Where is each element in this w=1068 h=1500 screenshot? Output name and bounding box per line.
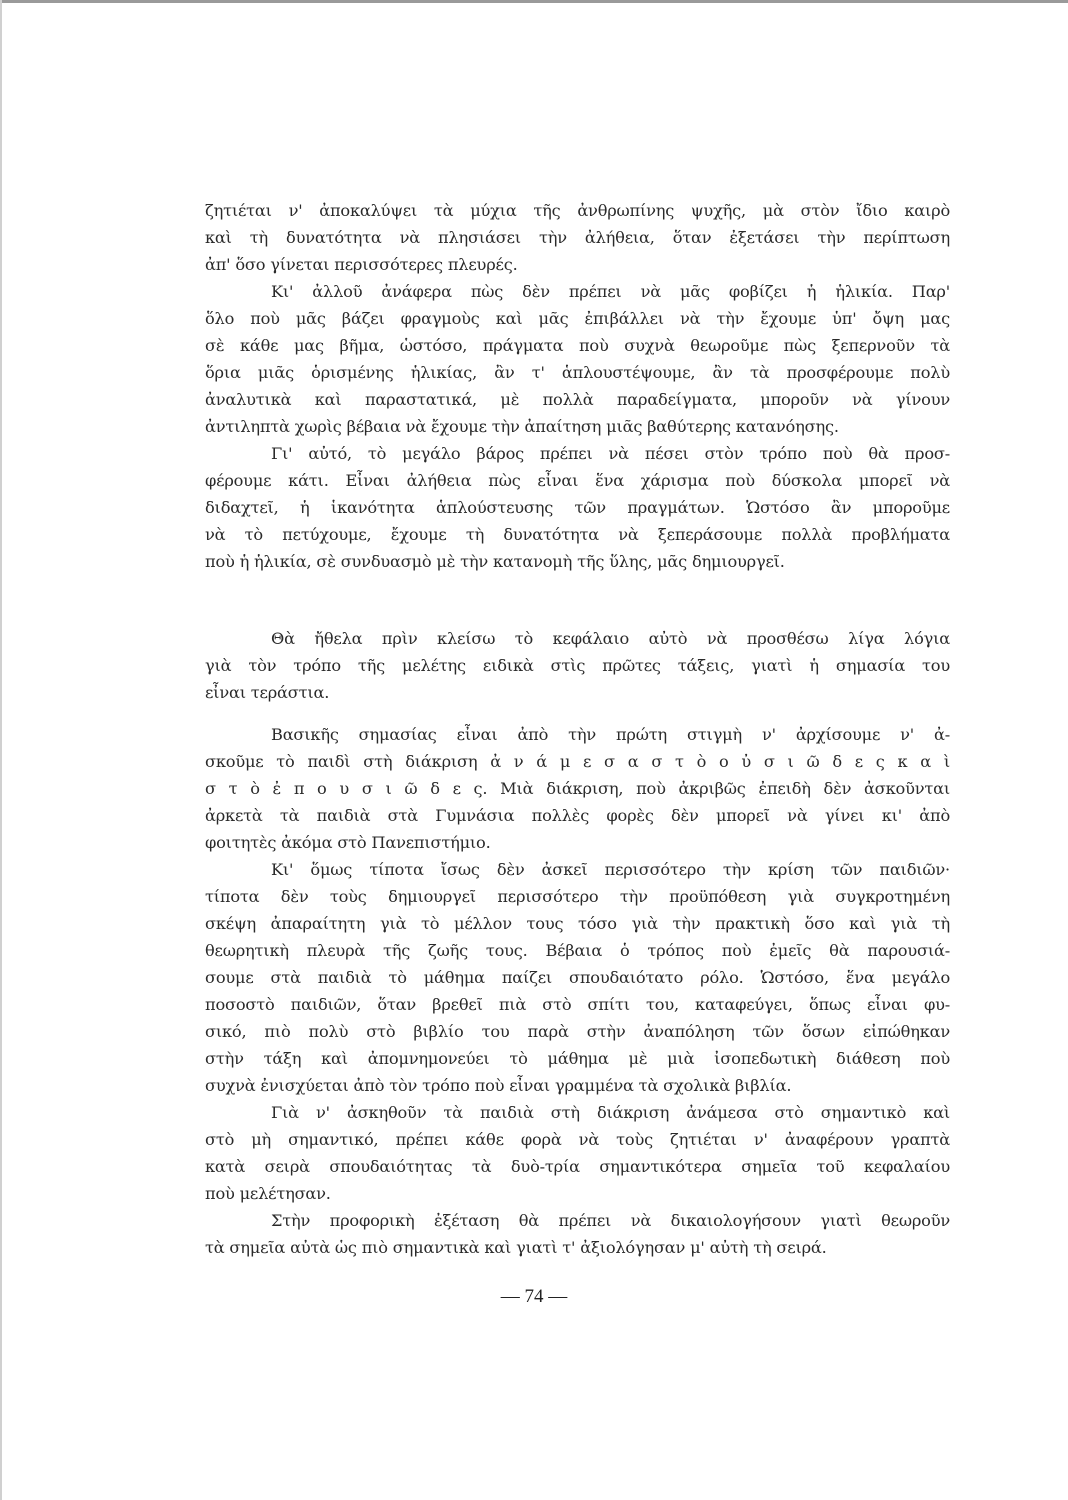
text-line: Γιὰ ν' ἀσκηθοῦν τὰ παιδιὰ στὴ διάκριση ἀνάμεσα στὸ σημαντικὸ καὶ [271, 1103, 950, 1122]
text-line: στὴν τάξη καὶ ἀπομνημονεύει τὸ μάθημα μὲ μιὰ ἰσοπεδωτικὴ διάθεση ποὺ [205, 1049, 950, 1068]
text-line: φέρουμε κάτι. Εἶναι ἀλήθεια πὼς εἶναι ἕνα χάρισμα ποὺ δύσκολα μπορεῖ νὰ [205, 471, 950, 490]
body-text [205, 197, 950, 1261]
paragraph [205, 856, 950, 1099]
text-line: Θὰ ἤθελα πρὶν κλείσω τὸ κεφάλαιο αὐτὸ νὰ προσθέσω λίγα λόγια [271, 629, 950, 648]
text-line: ποὺ ἡ ἡλικία, σὲ συνδυασμὸ μὲ τὴν κατανομὴ τῆς ὕλης, μᾶς δημιουργεῖ. [205, 552, 785, 571]
text-line: ποὺ μελέτησαν. [205, 1184, 331, 1203]
text-line: γιὰ τὸν τρόπο τῆς μελέτης ειδικὰ στὶς πρῶτες τάξεις, γιατὶ ἡ σημασία του [205, 656, 950, 675]
text-line: ἀπ' ὅσο γίνεται περισσότερες πλευρές. [205, 255, 518, 274]
text-line: σὲ κάθε μας βῆμα, ὡστόσο, πράγματα ποὺ συχνὰ θεωροῦμε πὼς ξεπερνοῦν τὰ [205, 336, 950, 355]
scan-left-edge [0, 0, 2, 1500]
text-line: Κι' ὅμως τίποτα ἴσως δὲν ἀσκεῖ περισσότερο τὴν κρίση τῶν παιδιῶν· [271, 860, 950, 879]
paragraph [205, 721, 950, 856]
text-line: ποσοστὸ παιδιῶν, ὅταν βρεθεῖ πιὰ στὸ σπίτι του, καταφεύγει, ὅπως εἶναι φυ- [205, 995, 950, 1014]
scan-top-edge [0, 0, 1068, 3]
text-line: σκοῦμε τὸ παιδὶ στὴ διάκριση ἀ ν ά μ ε σ α σ τ ὸ ο ὐ σ ι ῶ δ ε ς κ α ὶ [205, 752, 950, 771]
paragraph [205, 1099, 950, 1207]
text-line: εἶναι τεράστια. [205, 683, 330, 702]
text-line: ἀναλυτικὰ καὶ παραστατικά, μὲ πολλὰ παραδείγματα, μποροῦν νὰ γίνουν [205, 390, 950, 409]
text-line: τίποτα δὲν τοὺς δημιουργεῖ περισσότερο τὴν προϋπόθεση γιὰ συγκροτημένη [205, 887, 950, 906]
paragraph [205, 440, 950, 575]
text-line: φοιτητὲς ἀκόμα στὸ Πανεπιστήμιο. [205, 833, 491, 852]
paragraph [205, 1207, 950, 1261]
text-line: σικό, πιὸ πολὺ στὸ βιβλίο του παρὰ στὴν ἀναπόληση τῶν ὅσων εἰπώθηκαν [205, 1022, 950, 1041]
text-line: ἀντιληπτὰ χωρὶς βέβαια νὰ ἔχουμε τὴν ἀπαίτηση μιᾶς βαθύτερης κατανόησης. [205, 417, 839, 436]
text-line: σ τ ὸ ἐ π ο υ σ ι ῶ δ ε ς. Μιὰ διάκριση, ποὺ ἀκριβῶς ἐπειδὴ δὲν ἀσκοῦνται [205, 779, 950, 798]
paragraph [205, 278, 950, 440]
text-line: Στὴν προφορικὴ ἐξέταση θὰ πρέπει νὰ δικαιολογήσουν γιατὶ θεωροῦν [271, 1211, 950, 1230]
text-line: νὰ τὸ πετύχουμε, ἔχουμε τὴ δυνατότητα νὰ ξεπεράσουμε πολλὰ προβλήματα [205, 525, 950, 544]
paragraph [205, 625, 950, 706]
text-line: στὸ μὴ σημαντικό, πρέπει κάθε φορὰ νὰ τοὺς ζητιέται ν' ἀναφέρουν γραπτὰ [205, 1130, 950, 1149]
text-line: σουμε στὰ παιδιὰ τὸ μάθημα παίζει σπουδαιότατο ρόλο. Ὡστόσο, ἕνα μεγάλο [205, 968, 950, 987]
text-line: σκέψη ἀπαραίτητη γιὰ τὸ μέλλον τους τόσο γιὰ τὴν πρακτικὴ ὅσο καὶ γιὰ τὴ [205, 914, 950, 933]
text-line: κατὰ σειρὰ σπουδαιότητας τὰ δυὸ-τρία σημαντικότερα σημεῖα τοῦ κεφαλαίου [205, 1157, 950, 1176]
text-line: Γι' αὐτό, τὸ μεγάλο βάρος πρέπει νὰ πέσει στὸν τρόπο ποὺ θὰ προσ- [271, 444, 950, 463]
paragraph [205, 197, 950, 278]
text-line: ζητιέται ν' ἀποκαλύψει τὰ μύχια τῆς ἀνθρωπίνης ψυχῆς, μὰ στὸν ἴδιο καιρὸ [205, 201, 950, 220]
text-line: ὅρια μιᾶς ὁρισμένης ἡλικίας, ἂν τ' ἁπλουστέψουμε, ἂν τὰ προσφέρουμε πολὺ [205, 363, 950, 382]
text-line: Βασικῆς σημασίας εἶναι ἀπὸ τὴν πρώτη στιγμὴ ν' ἀρχίσουμε ν' ἀ- [271, 725, 950, 744]
text-line: τὰ σημεῖα αὐτὰ ὡς πιὸ σημαντικὰ καὶ γιατὶ τ' ἀξιολόγησαν μ' αὐτὴ τὴ σειρά. [205, 1238, 827, 1257]
text-line: Κι' ἀλλοῦ ἀνάφερα πὼς δὲν πρέπει νὰ μᾶς φοβίζει ἡ ἡλικία. Παρ' [271, 282, 950, 301]
page-number: — 74 — [500, 1286, 568, 1307]
text-line: ὅλο ποὺ μᾶς βάζει φραγμοὺς καὶ μᾶς ἐπιβάλλει νὰ τὴν ἔχουμε ὑπ' ὄψη μας [205, 309, 950, 328]
text-line: συχνὰ ἐνισχύεται ἀπὸ τὸν τρόπο ποὺ εἶναι γραμμένα τὰ σχολικὰ βιβλία. [205, 1076, 792, 1095]
text-line: θεωρητικὴ πλευρὰ τῆς ζωῆς τους. Βέβαια ὁ τρόπος ποὺ ἐμεῖς θὰ παρουσιά- [205, 941, 950, 960]
text-line: καὶ τὴ δυνατότητα νὰ πλησιάσει τὴν ἀλήθεια, ὅταν ἐξετάσει τὴν περίπτωση [205, 228, 950, 247]
text-line: ἀρκετὰ τὰ παιδιὰ στὰ Γυμνάσια πολλὲς φορὲς δὲν μπορεῖ νὰ γίνει κι' ἀπὸ [205, 806, 950, 825]
text-line: διδαχτεῖ, ἡ ἱκανότητα ἁπλούστευσης τῶν πραγμάτων. Ὡστόσο ἂν μποροῦμε [205, 498, 950, 517]
